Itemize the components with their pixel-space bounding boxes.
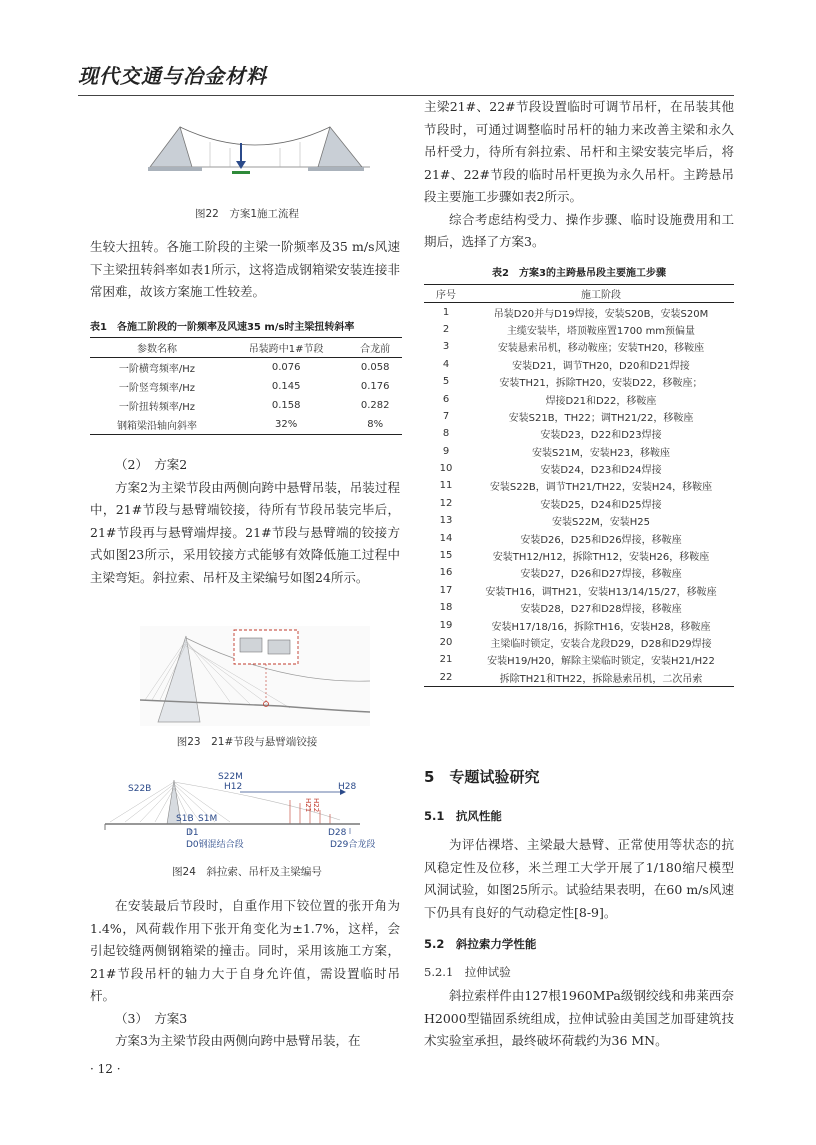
t1-cell: 一阶横弯频率/Hz	[118, 364, 196, 375]
label-h28: H28	[338, 782, 357, 792]
label-s1b: S1B	[176, 814, 194, 824]
t2-step-number: 13	[439, 515, 453, 527]
t2-header: 施工阶段	[581, 290, 621, 302]
plan2-heading: （2） 方案2	[115, 457, 188, 472]
t2-step-desc: 安装H19/H20，解除主梁临时锁定，安装H21/H22	[487, 656, 715, 668]
t2-step-desc: 安装D23，D22和D23焊接	[540, 430, 662, 442]
figure-24	[100, 770, 390, 850]
t2-step-number: 12	[439, 497, 453, 509]
t1-cell: 0.282	[360, 400, 390, 411]
t1-cell: 32%	[275, 419, 298, 430]
label-h22: H22	[312, 798, 320, 813]
t2-step-desc: 焊接D21和D22，移鞍座	[545, 395, 657, 407]
label-h21: H21	[304, 798, 312, 813]
t2-step-number: 17	[439, 584, 453, 596]
t1-header: 合龙前	[360, 344, 391, 355]
label-h12: H12	[224, 782, 243, 792]
t2-step-desc: 安装悬索吊机，移动鞍座；安装TH20，移鞍座	[497, 343, 705, 355]
t2-step-desc: 安装D27，D26和D27焊接，移鞍座	[520, 569, 682, 581]
table2-caption: 表2 方案3的主跨悬吊段主要施工步骤	[492, 268, 666, 279]
table-row	[90, 415, 402, 435]
table-row	[424, 356, 734, 373]
t1-cell: 8%	[367, 419, 384, 430]
right-para-4: 斜拉索样件由127根1960MPa级钢绞线和弗莱西奈H2000型锚固系统组成，拉伸试验由美国芝加哥建筑技术实验室承担，最终破坏荷载约为36 MN。	[424, 988, 734, 1048]
t2-step-number: 21	[439, 654, 453, 666]
journal-logo: 现代交通与冶金材料	[78, 64, 267, 88]
t1-cell: 0.158	[271, 400, 301, 411]
t2-step-desc: 安装TH21，拆除TH20，安装D22，移鞍座；	[499, 378, 703, 390]
t2-step-number: 18	[439, 602, 453, 614]
table-row	[424, 303, 734, 321]
label-d29: D29合龙段	[330, 840, 376, 850]
label-d28: D28	[328, 828, 347, 838]
table-row	[424, 460, 734, 477]
figure-23	[140, 626, 370, 726]
t2-step-number: 11	[439, 480, 453, 492]
table-row	[90, 396, 402, 415]
t2-step-number: 19	[439, 619, 453, 631]
label-d1: D1	[186, 828, 199, 838]
right-para-1: 主梁21#、22#节段设置临时可调节吊杆，在吊装其他节段时，可通过调整临时吊杆的轴力来改善主梁和永久吊杆受力，待所有斜拉索、吊杆和主梁安装完毕后，将21#、22#节段的临时吊杆更换为永久吊杆。主跨悬吊段主要施工步骤如表2所示。	[424, 99, 734, 204]
label-d0: D0钢混结合段	[186, 840, 244, 850]
table-row	[424, 547, 734, 564]
t2-step-number: 1	[442, 306, 450, 318]
t2-step-number: 9	[442, 445, 450, 457]
table-row	[424, 373, 734, 390]
label-s22m: S22M	[218, 772, 243, 782]
t2-step-number: 3	[442, 341, 450, 353]
t2-step-desc: 拆除TH21和TH22，拆除悬索吊机，二次吊索	[499, 673, 703, 685]
table-row	[424, 529, 734, 546]
t2-step-desc: 安装D26，D25和D26焊接，移鞍座	[520, 534, 682, 546]
t2-step-desc: 安装TH16，调TH21，安装H13/14/15/27，移鞍座	[485, 586, 717, 598]
t1-cell: 0.058	[360, 362, 390, 373]
fig22-caption: 图22 方案1施工流程	[194, 208, 300, 220]
t1-cell: 0.076	[271, 362, 301, 373]
label-s22b: S22B	[128, 784, 152, 794]
section-5-2-heading: 5.2 斜拉索力学性能	[424, 937, 537, 951]
left-para-1: 生较大扭转。各施工阶段的主梁一阶频率及35 m/s风速下主梁扭转斜率如表1所示，这将造成钢箱梁安装连接非常困难，故该方案施工性较差。	[90, 239, 400, 299]
page-number: · 12 ·	[90, 1062, 121, 1076]
section-5-2-1-heading: 5.2.1 拉伸试验	[424, 965, 511, 979]
section-5-heading: 5 专题试验研究	[424, 768, 540, 786]
t2-step-number: 6	[442, 393, 450, 405]
t2-step-desc: 安装S22B，调节TH21/TH22，安装H24，移鞍座	[489, 482, 713, 494]
table-row	[424, 669, 734, 687]
right-para-2: 综合考虑结构受力、操作步骤、临时设施费用和工期后，选择了方案3。	[424, 211, 734, 249]
t2-step-number: 15	[439, 550, 453, 562]
t2-step-number: 8	[442, 428, 450, 440]
table-row	[424, 443, 734, 460]
t2-step-number: 14	[439, 532, 453, 544]
t2-step-number: 16	[439, 567, 453, 579]
t2-step-number: 10	[439, 463, 453, 475]
t2-step-desc: 安装D21，调节TH20，D20和D21焊接	[512, 360, 690, 372]
t1-header: 参数名称	[137, 344, 177, 355]
table-row	[424, 512, 734, 529]
t2-step-desc: 安装D28，D27和D28焊接，移鞍座	[520, 604, 682, 616]
table-row	[424, 616, 734, 633]
t2-step-desc: 安装S21B，TH22；调TH21/22，移鞍座	[508, 412, 694, 424]
t1-cell: 0.145	[271, 381, 301, 392]
table-row	[90, 358, 402, 378]
fig24-caption: 图24 斜拉索、吊杆及主梁编号	[172, 866, 322, 878]
label-s1m: S1M	[198, 814, 218, 824]
right-para-3: 为评估裸塔、主梁最大悬臂、正常使用等状态的抗风稳定性及位移，米兰理工大学开展了1/180缩尺模型风洞试验，如图25所示。试验结果表明，在60 m/s风速下仍具有良好的气动稳定性[8-9]。	[424, 837, 734, 920]
table-row	[424, 408, 734, 425]
t2-step-desc: 主梁临时锁定，安装合龙段D29，D28和D29焊接	[490, 639, 712, 650]
t2-step-number: 5	[442, 376, 450, 388]
section-5-1-heading: 5.1 抗风性能	[424, 809, 502, 823]
left-para-2: 方案2为主梁节段由两侧向跨中悬臂吊装，吊装过程中，21#节段与悬臂端铰接，待所有节段吊装完毕后，21#节段再与悬臂端焊接。21#节段与悬臂端的铰接方式如图23所示，采用铰接方式能够有效降低施工过程中主梁弯矩。斜拉索、吊杆及主梁编号如图24所示。	[90, 479, 400, 585]
table1-caption: 表1 各施工阶段的一阶频率及风速35 m/s时主梁扭转斜率	[90, 322, 355, 333]
table-row	[424, 425, 734, 442]
t1-header: 吊装跨中1#节段	[248, 344, 324, 355]
t2-step-desc: 安装D25，D24和D25焊接	[540, 499, 662, 511]
left-para-4: 方案3为主梁节段由两侧向跨中悬臂吊装，在	[115, 1033, 361, 1048]
table-row	[424, 495, 734, 512]
fig23-caption: 图23 21#节段与悬臂端铰接	[176, 736, 318, 748]
table-row	[424, 390, 734, 407]
t1-cell: 0.176	[360, 381, 390, 392]
t2-step-desc: 主缆安装毕，塔顶鞍座置1700 mm预偏量	[506, 325, 696, 337]
t2-step-number: 7	[442, 410, 450, 422]
t2-step-desc: 安装S22M，安装H25	[552, 517, 650, 529]
table-row	[424, 634, 734, 651]
table-row	[424, 477, 734, 494]
t2-step-desc: 安装TH12/H12，拆除TH12，安装H26，移鞍座	[492, 552, 710, 564]
left-para-3: 在安装最后节段时，自重作用下铰位置的张开角为1.4%，风荷载作用下张开角变化为±1.7%，这样，会引起铰缝两侧钢箱梁的撞击。同时，采用该施工方案，21#节段吊杆的轴力大于自身允许值，需设置临时吊杆。	[90, 898, 400, 1003]
table-row	[424, 599, 734, 616]
table-1	[90, 337, 402, 435]
t2-step-number: 4	[442, 358, 450, 370]
t2-step-desc: 安装H17/18/16，拆除TH16，安装H28，移鞍座	[491, 621, 711, 633]
figure-22	[140, 105, 370, 193]
table-row	[424, 564, 734, 581]
t1-cell: 一阶竖弯频率/Hz	[118, 383, 196, 394]
t1-cell: 一阶扭转频率/Hz	[118, 402, 196, 413]
table-row	[424, 338, 734, 355]
table-row	[424, 651, 734, 668]
t2-step-number: 2	[442, 323, 450, 335]
t2-step-desc: 吊装D20并与D19焊接，安装S20B，安装S20M	[493, 308, 709, 320]
t2-step-desc: 安装D24，D23和D24焊接	[540, 465, 662, 477]
table-2	[424, 284, 734, 687]
t2-step-number: 22	[439, 671, 453, 683]
t2-step-number: 20	[439, 637, 453, 648]
plan3-heading: （3） 方案3	[115, 1010, 188, 1026]
t2-step-desc: 安装S21M，安装H23，移鞍座	[532, 447, 670, 459]
table-row	[424, 321, 734, 338]
table-row	[424, 582, 734, 599]
t2-header: 序号	[436, 290, 456, 302]
table-row	[90, 377, 402, 396]
t1-cell: 钢箱梁沿轴向斜率	[117, 421, 197, 432]
